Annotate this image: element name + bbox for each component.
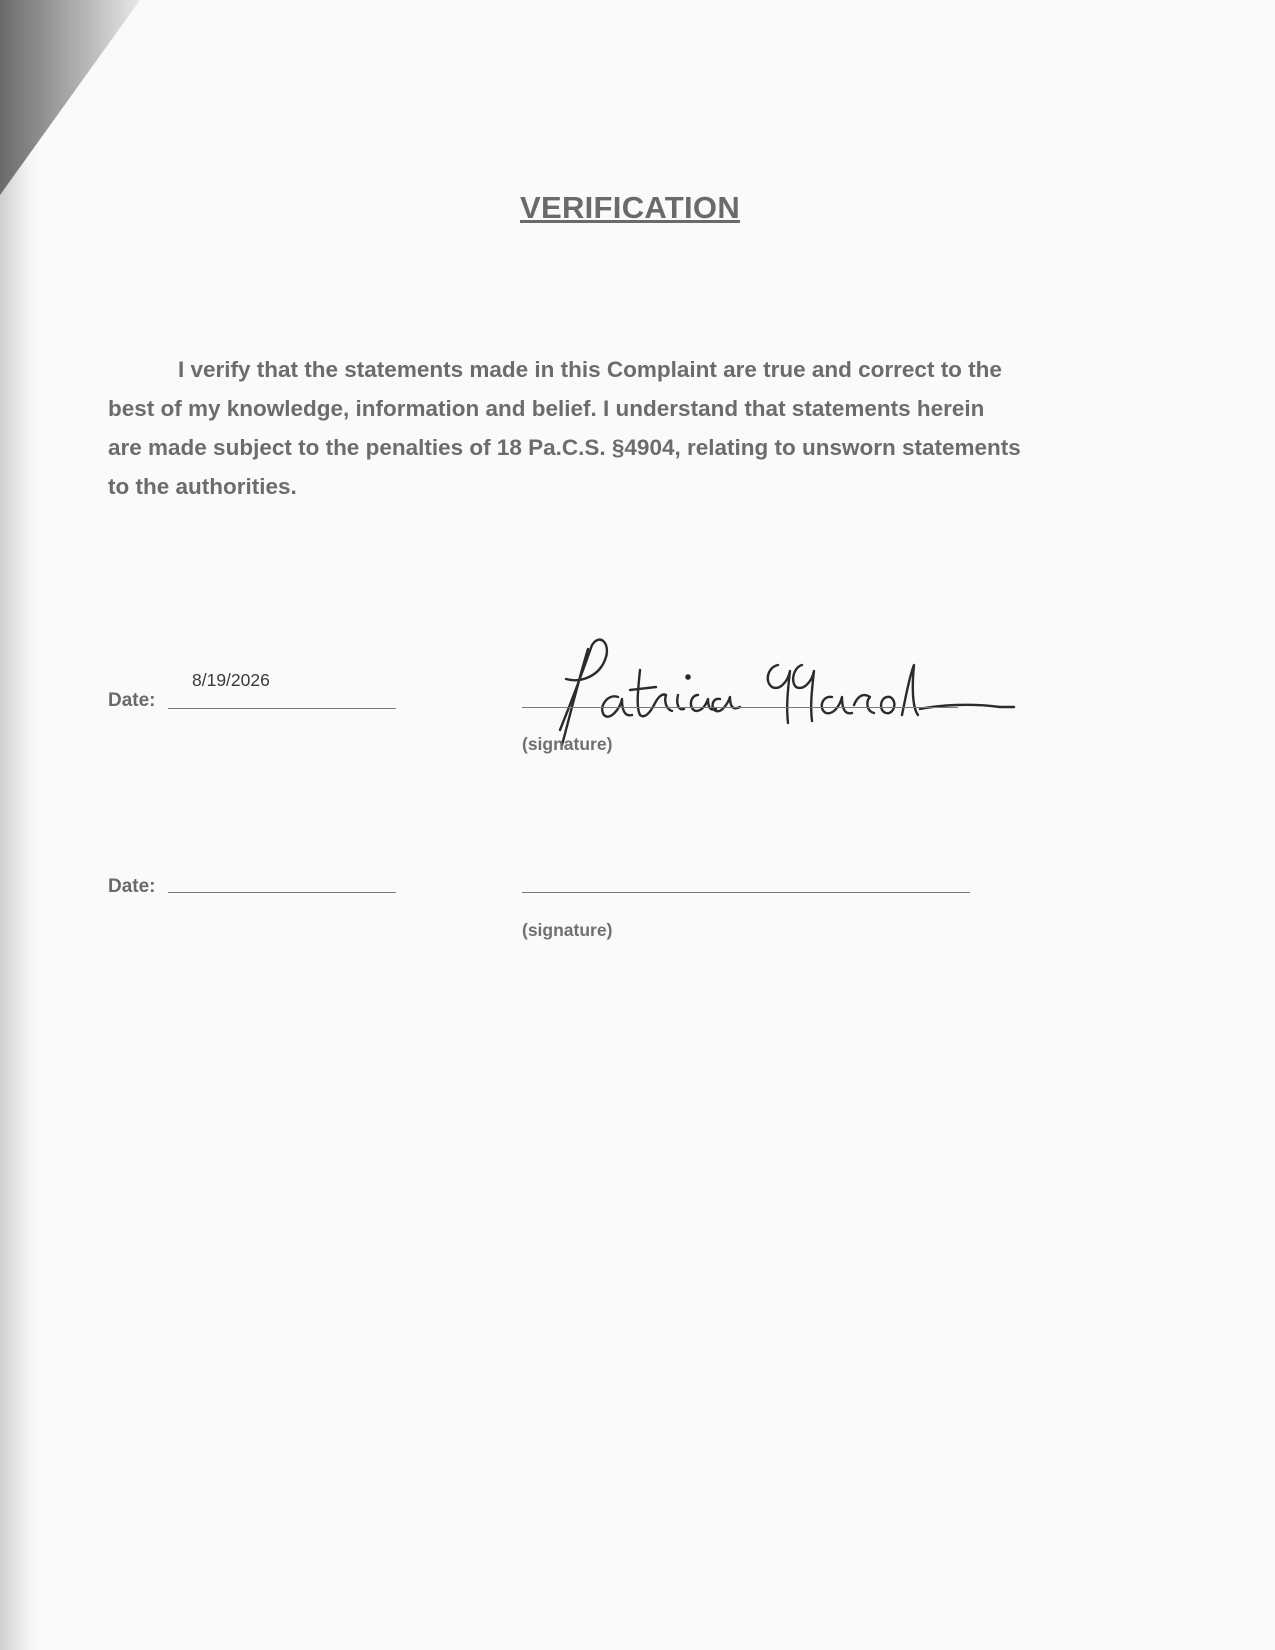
folded-corner bbox=[0, 0, 150, 200]
signature-caption: (signature) bbox=[522, 920, 613, 940]
date-label: Date: bbox=[108, 876, 156, 897]
statement-line: I verify that the statements made in this Complaint are true and correct to the bbox=[178, 357, 1002, 382]
statement-line: best of my knowledge, information and belief. I understand that statements herein bbox=[108, 396, 985, 421]
verification-statement bbox=[108, 350, 1168, 506]
signature-text: Patricia Harold bbox=[790, 760, 797, 761]
signature-caption: (signature) bbox=[522, 734, 613, 754]
signature-line bbox=[522, 892, 970, 893]
statement-line: to the authorities. bbox=[108, 474, 297, 499]
handwritten-signature bbox=[540, 635, 1040, 765]
signature-line bbox=[522, 707, 958, 708]
date-label: Date: bbox=[108, 690, 156, 711]
scan-edge-shadow bbox=[0, 0, 40, 1650]
date-line bbox=[168, 708, 396, 709]
date-line bbox=[168, 892, 396, 893]
statement-line: are made subject to the penalties of 18 Pa.C.S. §4904, relating to unsworn statements bbox=[108, 435, 1021, 460]
date-value: 8/19/2026 bbox=[192, 670, 270, 690]
page-title: VERIFICATION bbox=[520, 190, 741, 225]
